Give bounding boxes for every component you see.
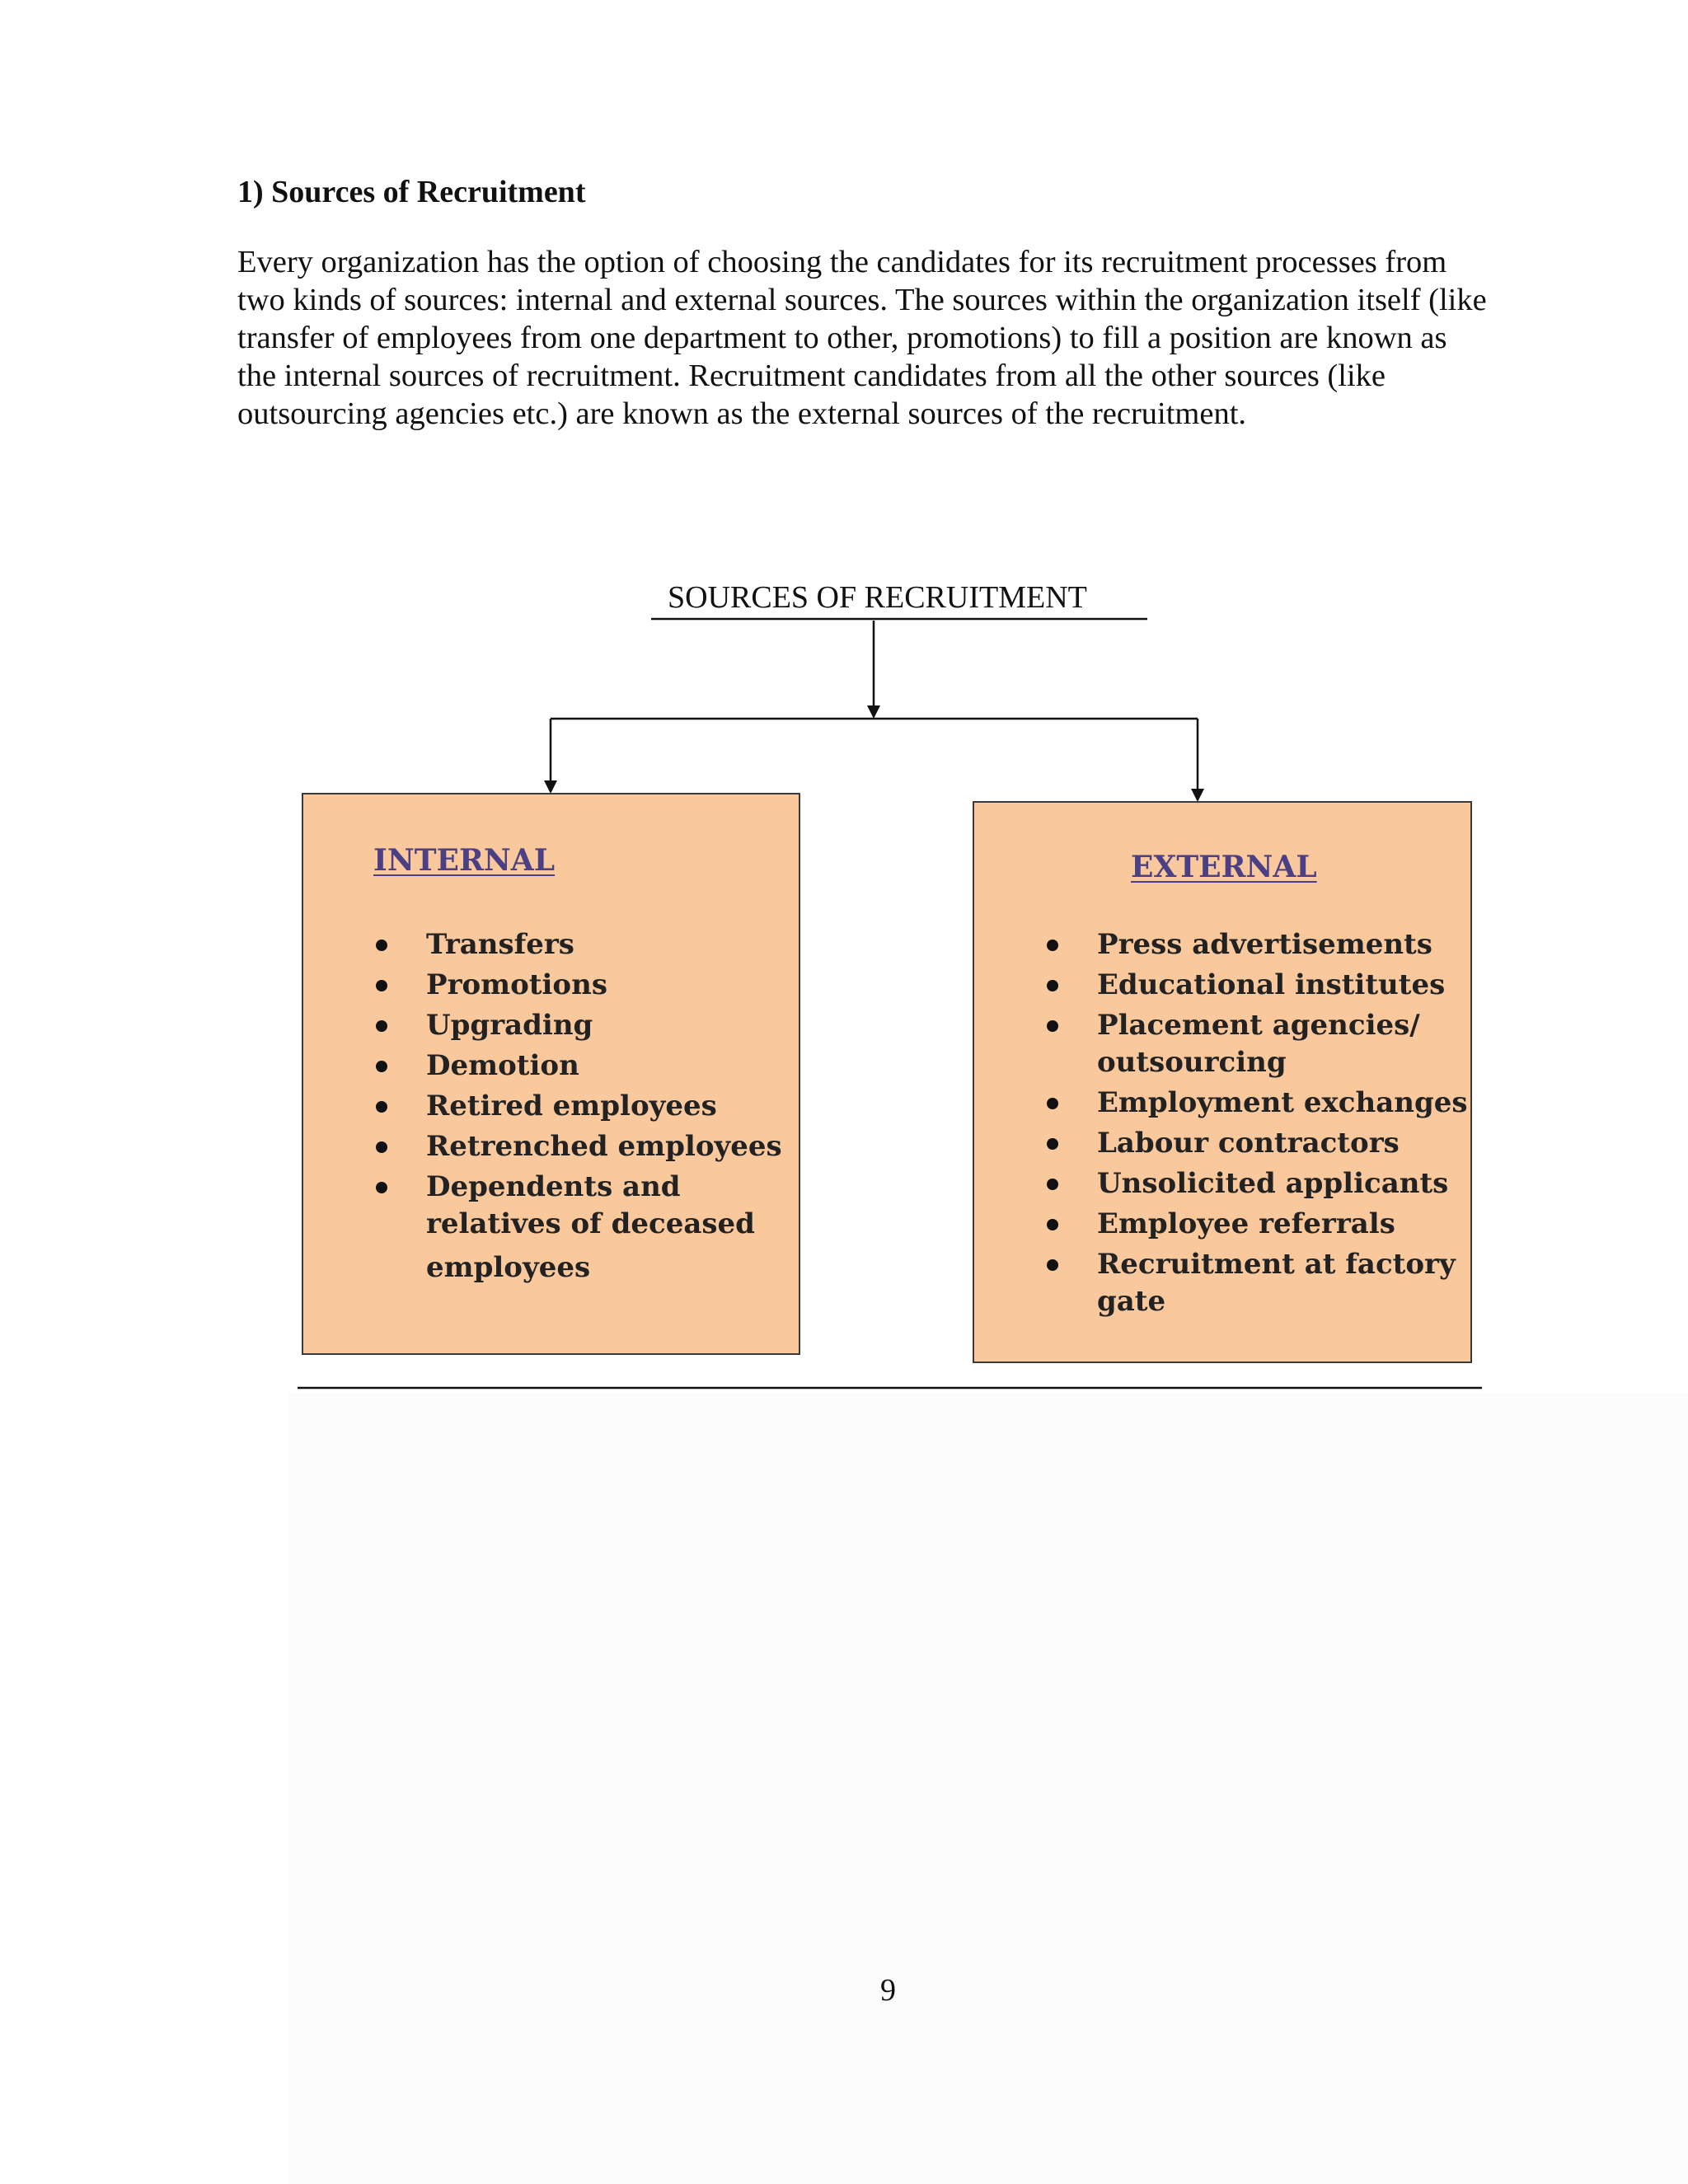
- paragraph-line: transfer of employees from one department to other, promotions) to fill a position are known as: [237, 321, 1447, 355]
- bullet-icon: [1047, 1098, 1058, 1109]
- paragraph-line: two kinds of sources: internal and external sources. The sources within the organization itself (like: [237, 283, 1487, 317]
- bullet-icon: [1047, 1219, 1058, 1230]
- bullet-icon: [1047, 1179, 1058, 1190]
- internal-heading: INTERNAL: [373, 843, 556, 878]
- internal-list-item-text: Dependents and: [426, 1170, 681, 1203]
- section-heading: 1) Sources of Recruitment: [237, 175, 586, 209]
- external-list-item-text: Employment exchanges: [1097, 1086, 1468, 1119]
- external-list-item-text: Press advertisements: [1097, 928, 1432, 961]
- bullet-icon: [1047, 1138, 1058, 1150]
- bullet-icon: [376, 940, 387, 951]
- diagram-title: SOURCES OF RECRUITMENT: [668, 580, 1087, 615]
- internal-list-item-text: Retrenched employees: [426, 1130, 782, 1163]
- internal-list-item-text: employees: [426, 1251, 591, 1284]
- bullet-icon: [1047, 940, 1058, 951]
- bullet-icon: [1047, 1020, 1058, 1032]
- bullet-icon: [1047, 980, 1058, 991]
- external-list-item-text: Educational institutes: [1097, 968, 1446, 1001]
- section-paragraph: [237, 243, 1573, 433]
- bullet-icon: [1047, 1259, 1058, 1271]
- internal-list-item-text: Retired employees: [426, 1090, 717, 1122]
- external-list-item-text: gate: [1097, 1285, 1166, 1318]
- internal-list-item-text: Demotion: [426, 1049, 579, 1082]
- paragraph-line: Every organization has the option of choosing the candidates for its recruitment processes from: [237, 245, 1447, 279]
- bullet-icon: [376, 1182, 387, 1193]
- bullet-icon: [376, 1061, 387, 1072]
- external-list-item-text: Labour contractors: [1097, 1127, 1400, 1160]
- external-list-item-text: Recruitment at factory: [1097, 1248, 1456, 1281]
- left-arrowhead: [544, 780, 557, 794]
- paragraph-line: outsourcing agencies etc.) are known as the external sources of the recruitment.: [237, 396, 1247, 431]
- page-background-tint: [288, 1393, 1688, 2184]
- external-list-item-text: outsourcing: [1097, 1046, 1287, 1079]
- page-number: 9: [880, 1973, 896, 2008]
- external-heading: EXTERNAL: [1131, 850, 1317, 884]
- bullet-icon: [376, 1101, 387, 1113]
- internal-sources-box: [302, 793, 800, 1355]
- external-list-item-text: Employee referrals: [1097, 1207, 1395, 1240]
- internal-list-item-text: relatives of deceased: [426, 1207, 755, 1240]
- trunk-arrowhead: [867, 705, 880, 719]
- external-list-item-text: Unsolicited applicants: [1097, 1167, 1449, 1200]
- paragraph-line: the internal sources of recruitment. Recruitment candidates from all the other sources (like: [237, 359, 1386, 393]
- internal-list-item-text: Upgrading: [426, 1009, 593, 1042]
- bullet-icon: [376, 980, 387, 991]
- bullet-icon: [376, 1141, 387, 1153]
- external-list-item-text: Placement agencies/: [1097, 1009, 1420, 1042]
- external-sources-box: [973, 801, 1472, 1363]
- bullet-icon: [376, 1020, 387, 1032]
- internal-list-item-text: Transfers: [426, 928, 574, 961]
- right-arrowhead: [1191, 789, 1204, 802]
- internal-list-item-text: Promotions: [426, 968, 607, 1001]
